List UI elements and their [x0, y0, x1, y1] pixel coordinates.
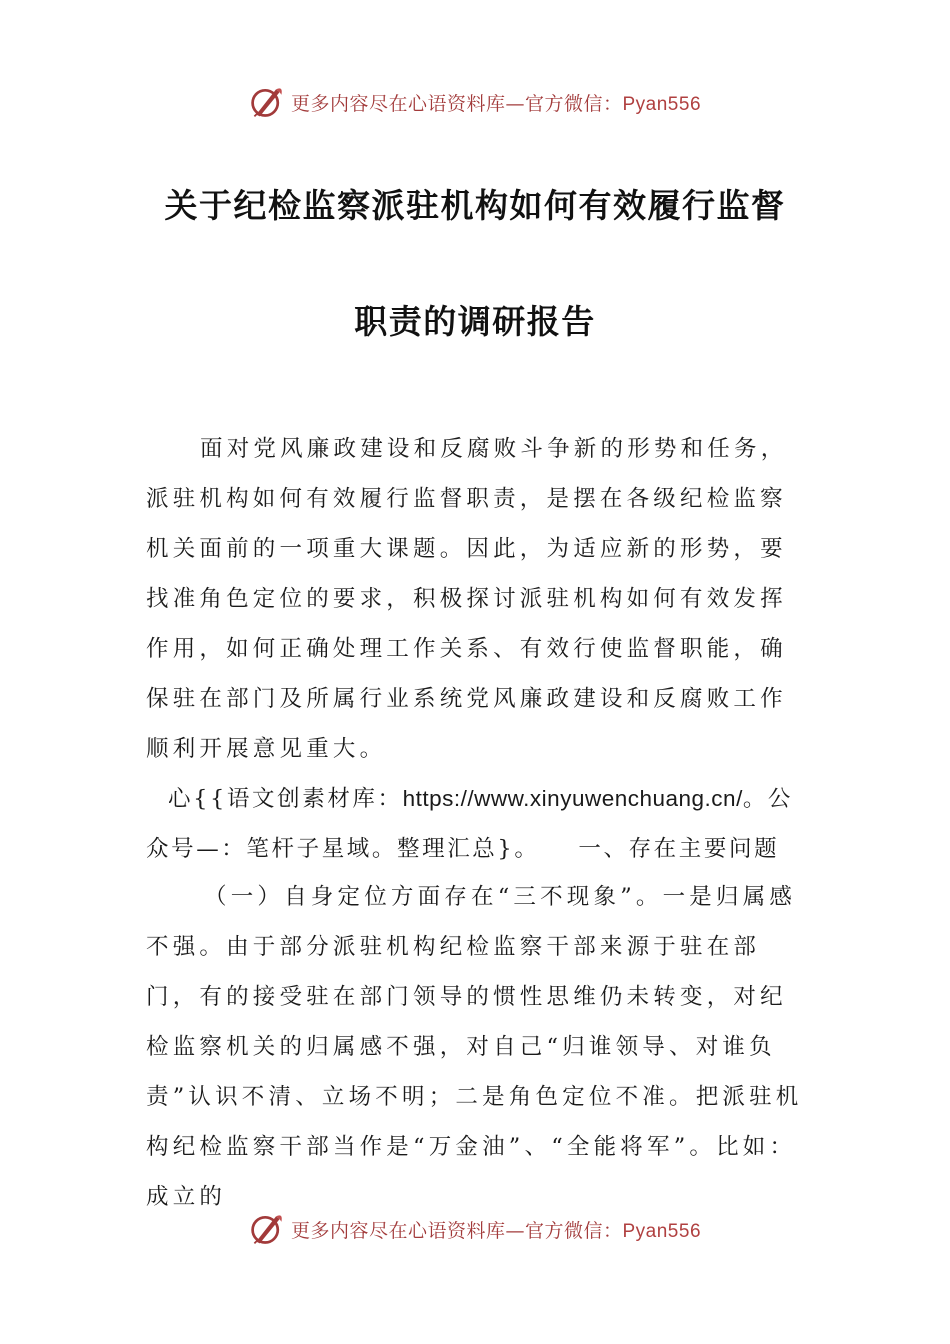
watermark-wechat-id: Pyan556: [622, 1220, 702, 1242]
body-paragraph-intro: 面对党风廉政建设和反腐败斗争新的形势和任务，派驻机构如何有效履行监督职责，是摆在各级纪检监察机关面前的一项重大课题。因此，为适应新的形势，要找准角色定位的要求，积极探讨派驻机构如何有效发挥作用，如何正确处理工作关系、有效行使监督职能，确保驻在部门及所属行业系统党风廉政建设和反腐败工作顺利开展意见重大。: [146, 436, 788, 762]
section-heading: 一、存在主要问题: [578, 836, 780, 862]
watermark-label: 更多内容尽在心语资料库—官方微信：: [290, 92, 623, 115]
watermark-wechat-id: Pyan556: [622, 93, 702, 115]
source-note-prefix: 心{{语文创素材库：: [168, 786, 403, 812]
watermark-text: [291, 1216, 701, 1243]
document-title-line-2: 职责的调研报告: [354, 302, 596, 341]
quill-pen-logo-icon: [249, 1211, 285, 1247]
footer-watermark: [0, 1211, 950, 1247]
watermark-text: [291, 89, 701, 116]
document-title-line-1: 关于纪检监察派驻机构如何有效履行监督: [164, 186, 786, 225]
source-note-suffix: 。公众号—：笔杆子星域。整理汇总}。: [146, 786, 794, 862]
header-watermark: [0, 84, 950, 120]
body-paragraph-source-note: [146, 774, 806, 874]
watermark-label: 更多内容尽在心语资料库—官方微信：: [290, 1219, 623, 1242]
body-paragraph-problem-1: （一）自身定位方面存在“三不现象”。一是归属感不强。由于部分派驻机构纪检监察干部来源于驻在部门，有的接受驻在部门领导的惯性思维仍未转变，对纪检监察机关的归属感不强，对自己“归谁领导、对谁负责”认识不清、立场不明；二是角色定位不准。把派驻机构纪检监察干部当作是“万金油”、“全能将军”。比如：成立的: [146, 884, 803, 1210]
source-note-url: https://www.xinyuwenchuang.cn/: [402, 786, 743, 811]
quill-pen-logo-icon: [249, 84, 285, 120]
